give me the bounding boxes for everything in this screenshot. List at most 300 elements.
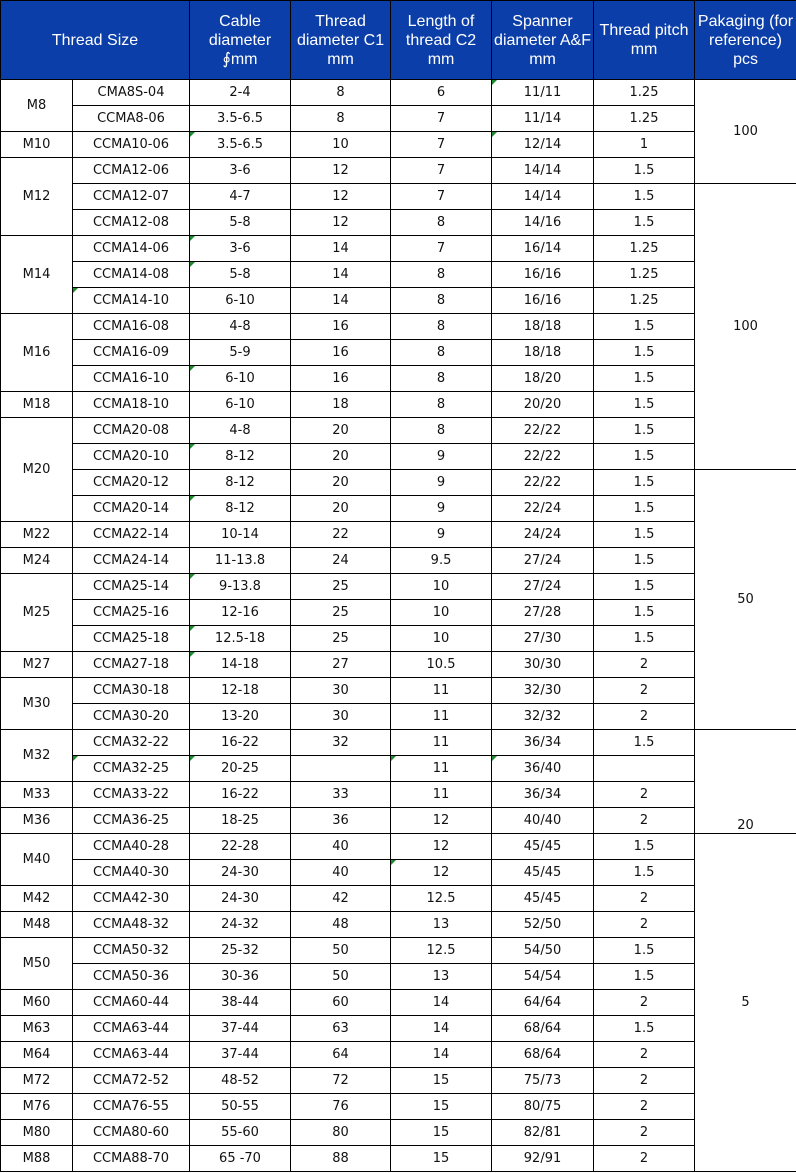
thread-pitch-cell: 1.5 [594,184,695,210]
cable-diameter-cell: 30-36 [190,964,291,990]
thread-size-cell: M64 [1,1042,73,1068]
thread-diameter-cell: 80 [291,1120,391,1146]
model-cell: CCMA30-20 [73,704,190,730]
thread-length-cell: 11 [391,704,492,730]
model-cell: CCMA20-08 [73,418,190,444]
thread-size-cell: M50 [1,938,73,990]
cable-diameter-cell: 38-44 [190,990,291,1016]
thread-pitch-cell: 2 [594,782,695,808]
thread-diameter-cell: 18 [291,392,391,418]
thread-diameter-cell: 14 [291,236,391,262]
thread-length-cell: 9 [391,522,492,548]
thread-pitch-cell: 1.5 [594,496,695,522]
thread-size-cell: M40 [1,834,73,886]
thread-size-cell: M20 [1,418,73,522]
model-cell: CCMA16-08 [73,314,190,340]
table-row [1,522,796,548]
thread-length-cell: 8 [391,288,492,314]
thread-size-cell: M22 [1,522,73,548]
cable-diameter-cell: 37-44 [190,1042,291,1068]
table-row [1,80,796,106]
model-cell: CCMA12-06 [73,158,190,184]
thread-pitch-cell: 1.5 [594,938,695,964]
cable-diameter-cell: 4-7 [190,184,291,210]
cable-diameter-cell: 8-12 [190,470,291,496]
thread-size-cell: M16 [1,314,73,392]
header-thread-size: Thread Size [1,1,190,80]
model-cell: CCMA12-08 [73,210,190,236]
cable-diameter-cell: 5-9 [190,340,291,366]
thread-diameter-cell: 30 [291,678,391,704]
table-row [1,574,796,600]
thread-pitch-cell: 2 [594,678,695,704]
model-cell: CCMA27-18 [73,652,190,678]
thread-pitch-cell: 1.5 [594,366,695,392]
spanner-diameter-cell: 54/50 [492,938,594,964]
cable-diameter-cell: 2-4 [190,80,291,106]
table-row [1,392,796,418]
thread-pitch-cell: 1.25 [594,106,695,132]
thread-size-cell: M8 [1,80,73,132]
packaging-cell: 100 [695,80,796,184]
model-cell: CCMA50-36 [73,964,190,990]
thread-pitch-cell: 1.5 [594,444,695,470]
thread-size-cell: M48 [1,912,73,938]
thread-length-cell: 12 [391,808,492,834]
thread-diameter-cell: 40 [291,860,391,886]
thread-length-cell: 10 [391,600,492,626]
spanner-diameter-cell: 45/45 [492,886,594,912]
cable-diameter-cell: 65 -70 [190,1146,291,1172]
spanner-diameter-cell: 27/24 [492,574,594,600]
table-row [1,262,796,288]
thread-length-cell: 9 [391,444,492,470]
thread-length-cell: 7 [391,236,492,262]
table-row [1,990,796,1016]
thread-length-cell: 14 [391,1042,492,1068]
thread-length-cell: 10 [391,574,492,600]
thread-diameter-cell: 63 [291,1016,391,1042]
table-row [1,366,796,392]
spanner-diameter-cell: 32/30 [492,678,594,704]
thread-length-cell: 14 [391,1016,492,1042]
thread-length-cell: 8 [391,262,492,288]
spanner-diameter-cell: 22/22 [492,470,594,496]
spanner-diameter-cell: 20/20 [492,392,594,418]
thread-length-cell: 8 [391,210,492,236]
cable-diameter-cell: 5-8 [190,210,291,236]
thread-size-cell: M10 [1,132,73,158]
cable-diameter-cell: 14-18 [190,652,291,678]
thread-length-cell: 15 [391,1120,492,1146]
cable-diameter-cell: 11-13.8 [190,548,291,574]
model-cell: CCMA20-10 [73,444,190,470]
table-row [1,652,796,678]
header-packaging: Pakaging (for reference) pcs [695,1,796,80]
thread-pitch-cell: 2 [594,886,695,912]
thread-diameter-cell: 20 [291,496,391,522]
thread-length-cell: 14 [391,990,492,1016]
header-thread-diameter: Thread diameter C1 mm [291,1,391,80]
thread-pitch-cell: 1.5 [594,314,695,340]
cable-diameter-cell: 6-10 [190,392,291,418]
header-cable-diameter: Cable diameter ∮mm [190,1,291,80]
cable-diameter-cell: 22-28 [190,834,291,860]
model-cell: CCMA8-06 [73,106,190,132]
thread-diameter-cell: 32 [291,730,391,756]
model-cell: CCMA16-09 [73,340,190,366]
table-row [1,860,796,886]
thread-diameter-cell: 12 [291,210,391,236]
thread-diameter-cell [291,756,391,782]
thread-pitch-cell: 1.25 [594,288,695,314]
thread-diameter-cell: 14 [291,288,391,314]
model-cell: CCMA76-55 [73,1094,190,1120]
cable-diameter-cell: 6-10 [190,366,291,392]
spanner-diameter-cell: 45/45 [492,860,594,886]
thread-length-cell: 9 [391,496,492,522]
thread-diameter-cell: 25 [291,600,391,626]
thread-pitch-cell: 1.5 [594,860,695,886]
table-row [1,210,796,236]
thread-diameter-cell: 72 [291,1068,391,1094]
thread-pitch-cell: 1.5 [594,574,695,600]
spanner-diameter-cell: 18/20 [492,366,594,392]
model-cell: CCMA25-14 [73,574,190,600]
model-cell: CCMA20-14 [73,496,190,522]
thread-diameter-cell: 50 [291,964,391,990]
spanner-diameter-cell: 27/28 [492,600,594,626]
spanner-diameter-cell: 54/54 [492,964,594,990]
thread-pitch-cell: 1.5 [594,548,695,574]
table-row [1,314,796,340]
spanner-diameter-cell: 18/18 [492,314,594,340]
cable-diameter-cell: 12-18 [190,678,291,704]
cable-diameter-cell: 10-14 [190,522,291,548]
model-cell: CCMA14-08 [73,262,190,288]
table-body [1,80,796,1172]
cable-diameter-cell: 3.5-6.5 [190,106,291,132]
model-cell: CCMA22-14 [73,522,190,548]
thread-pitch-cell: 1.5 [594,730,695,756]
thread-length-cell: 9 [391,470,492,496]
table-row [1,106,796,132]
model-cell: CCMA42-30 [73,886,190,912]
thread-diameter-cell: 12 [291,158,391,184]
spanner-diameter-cell: 68/64 [492,1016,594,1042]
model-cell: CCMA14-10 [73,288,190,314]
thread-pitch-cell: 2 [594,1068,695,1094]
thread-diameter-cell: 50 [291,938,391,964]
spanner-diameter-cell: 18/18 [492,340,594,366]
thread-length-cell: 12 [391,834,492,860]
thread-pitch-cell: 2 [594,704,695,730]
thread-pitch-cell: 1.5 [594,418,695,444]
model-cell: CCMA25-16 [73,600,190,626]
cable-diameter-cell: 13-20 [190,704,291,730]
model-cell: CCMA88-70 [73,1146,190,1172]
model-cell: CCMA10-06 [73,132,190,158]
thread-diameter-cell: 8 [291,80,391,106]
thread-pitch-cell: 2 [594,990,695,1016]
thread-diameter-cell: 76 [291,1094,391,1120]
thread-length-cell: 7 [391,158,492,184]
spanner-diameter-cell: 80/75 [492,1094,594,1120]
model-cell: CCMA48-32 [73,912,190,938]
thread-pitch-cell: 1.25 [594,236,695,262]
table-row [1,938,796,964]
thread-pitch-cell: 1.25 [594,80,695,106]
model-cell: CCMA72-52 [73,1068,190,1094]
cable-diameter-cell: 18-25 [190,808,291,834]
table-row [1,236,796,262]
thread-pitch-cell: 1.5 [594,626,695,652]
cable-diameter-cell: 3.5-6.5 [190,132,291,158]
spanner-diameter-cell: 24/24 [492,522,594,548]
cable-diameter-cell: 5-8 [190,262,291,288]
table-row [1,886,796,912]
thread-pitch-cell: 1.5 [594,522,695,548]
thread-pitch-cell: 1.5 [594,158,695,184]
table-row [1,1146,796,1172]
thread-size-cell: M60 [1,990,73,1016]
model-cell: CCMA32-25 [73,756,190,782]
model-cell: CCMA40-30 [73,860,190,886]
model-cell: CCMA80-60 [73,1120,190,1146]
cable-diameter-cell: 37-44 [190,1016,291,1042]
packaging-cell: 5 [695,834,796,1172]
table-row [1,912,796,938]
table-row [1,288,796,314]
cable-diameter-cell: 3-6 [190,236,291,262]
table-row [1,340,796,366]
thread-pitch-cell: 2 [594,652,695,678]
cable-diameter-cell: 4-8 [190,418,291,444]
thread-diameter-cell: 30 [291,704,391,730]
thread-diameter-cell: 42 [291,886,391,912]
spanner-diameter-cell: 30/30 [492,652,594,678]
cable-diameter-cell: 3-6 [190,158,291,184]
thread-pitch-cell: 1.5 [594,340,695,366]
model-cell: CCMA33-22 [73,782,190,808]
thread-length-cell: 8 [391,314,492,340]
thread-diameter-cell: 20 [291,470,391,496]
thread-length-cell: 11 [391,756,492,782]
table-row [1,704,796,730]
cable-diameter-cell: 12.5-18 [190,626,291,652]
spanner-diameter-cell: 64/64 [492,990,594,1016]
cable-diameter-cell: 24-30 [190,860,291,886]
table-row [1,834,796,860]
thread-length-cell: 12.5 [391,886,492,912]
table-row [1,496,796,522]
table-row [1,808,796,834]
thread-diameter-cell: 16 [291,366,391,392]
thread-pitch-cell: 2 [594,1042,695,1068]
header-length-of-thread: Length of thread C2 mm [391,1,492,80]
spanner-diameter-cell: 36/40 [492,756,594,782]
model-cell: CCMA25-18 [73,626,190,652]
thread-size-cell: M18 [1,392,73,418]
header-row [1,1,796,80]
table-row [1,418,796,444]
table-row [1,470,796,496]
cable-diameter-cell: 16-22 [190,730,291,756]
spanner-diameter-cell: 36/34 [492,730,594,756]
cable-diameter-cell: 8-12 [190,444,291,470]
table-row [1,1094,796,1120]
spanner-diameter-cell: 27/30 [492,626,594,652]
spanner-diameter-cell: 16/14 [492,236,594,262]
spanner-diameter-cell: 12/14 [492,132,594,158]
spanner-diameter-cell: 16/16 [492,262,594,288]
thread-pitch-cell: 2 [594,1094,695,1120]
cable-diameter-cell: 8-12 [190,496,291,522]
thread-pitch-cell: 2 [594,1146,695,1172]
thread-diameter-cell: 27 [291,652,391,678]
table-row [1,964,796,990]
thread-size-cell: M27 [1,652,73,678]
header-thread-pitch: Thread pitch mm [594,1,695,80]
spanner-diameter-cell: 27/24 [492,548,594,574]
thread-size-cell: M30 [1,678,73,730]
thread-diameter-cell: 36 [291,808,391,834]
thread-size-cell: M33 [1,782,73,808]
table-row [1,184,796,210]
model-cell: CCMA50-32 [73,938,190,964]
thread-diameter-cell: 48 [291,912,391,938]
thread-diameter-cell: 25 [291,626,391,652]
thread-length-cell: 8 [391,392,492,418]
thread-length-cell: 12.5 [391,938,492,964]
cable-diameter-cell: 25-32 [190,938,291,964]
thread-length-cell: 10 [391,626,492,652]
spanner-diameter-cell: 36/34 [492,782,594,808]
thread-length-cell: 11 [391,678,492,704]
thread-diameter-cell: 8 [291,106,391,132]
table-row [1,600,796,626]
thread-size-cell: M24 [1,548,73,574]
thread-size-cell: M12 [1,158,73,236]
model-cell: CCMA24-14 [73,548,190,574]
thread-diameter-cell: 20 [291,418,391,444]
thread-diameter-cell: 33 [291,782,391,808]
thread-length-cell: 11 [391,782,492,808]
model-cell: CCMA60-44 [73,990,190,1016]
spanner-diameter-cell: 82/81 [492,1120,594,1146]
spanner-diameter-cell: 16/16 [492,288,594,314]
table-row [1,132,796,158]
table-row [1,626,796,652]
thread-length-cell: 10.5 [391,652,492,678]
thread-pitch-cell: 1.5 [594,1016,695,1042]
thread-diameter-cell: 22 [291,522,391,548]
table-row [1,1042,796,1068]
spanner-diameter-cell: 11/14 [492,106,594,132]
thread-diameter-cell: 16 [291,340,391,366]
model-cell: CCMA18-10 [73,392,190,418]
thread-length-cell: 7 [391,132,492,158]
thread-length-cell: 13 [391,964,492,990]
thread-size-cell: M36 [1,808,73,834]
model-cell: CCMA30-18 [73,678,190,704]
thread-length-cell: 8 [391,366,492,392]
spanner-diameter-cell: 32/32 [492,704,594,730]
thread-size-cell: M80 [1,1120,73,1146]
thread-diameter-cell: 40 [291,834,391,860]
thread-pitch-cell [594,756,695,782]
thread-size-cell: M88 [1,1146,73,1172]
cable-diameter-cell: 48-52 [190,1068,291,1094]
model-cell: CCMA16-10 [73,366,190,392]
thread-pitch-cell: 1.5 [594,392,695,418]
thread-size-cell: M76 [1,1094,73,1120]
model-cell: CCMA40-28 [73,834,190,860]
cable-diameter-cell: 24-32 [190,912,291,938]
table-row [1,158,796,184]
packaging-cell: 50 [695,470,796,730]
thread-length-cell: 12 [391,860,492,886]
thread-pitch-cell: 2 [594,808,695,834]
thread-length-cell: 6 [391,80,492,106]
cable-diameter-cell: 20-25 [190,756,291,782]
model-cell: CCMA20-12 [73,470,190,496]
model-cell: CCMA32-22 [73,730,190,756]
thread-length-cell: 9.5 [391,548,492,574]
thread-pitch-cell: 1.25 [594,262,695,288]
spanner-diameter-cell: 14/16 [492,210,594,236]
thread-length-cell: 13 [391,912,492,938]
thread-pitch-cell: 1.5 [594,470,695,496]
cable-diameter-cell: 12-16 [190,600,291,626]
thread-size-cell: M72 [1,1068,73,1094]
header-spanner-diameter: Spanner diameter A&F mm [492,1,594,80]
thread-size-cell: M32 [1,730,73,782]
spanner-diameter-cell: 22/22 [492,418,594,444]
table-row [1,782,796,808]
cable-diameter-cell: 16-22 [190,782,291,808]
table-row [1,678,796,704]
thread-length-cell: 7 [391,184,492,210]
thread-pitch-cell: 1.5 [594,210,695,236]
thread-length-cell: 7 [391,106,492,132]
thread-diameter-cell: 16 [291,314,391,340]
spanner-diameter-cell: 11/11 [492,80,594,106]
thread-pitch-cell: 1.5 [594,964,695,990]
spanner-diameter-cell: 22/22 [492,444,594,470]
packaging-cell: 100 [695,184,796,470]
thread-diameter-cell: 12 [291,184,391,210]
thread-length-cell: 15 [391,1068,492,1094]
cable-diameter-cell: 55-60 [190,1120,291,1146]
spanner-diameter-cell: 75/73 [492,1068,594,1094]
table-row [1,1120,796,1146]
thread-diameter-cell: 14 [291,262,391,288]
spanner-diameter-cell: 14/14 [492,184,594,210]
spanner-diameter-cell: 14/14 [492,158,594,184]
thread-length-cell: 8 [391,340,492,366]
spanner-diameter-cell: 92/91 [492,1146,594,1172]
thread-diameter-cell: 25 [291,574,391,600]
cable-diameter-cell: 6-10 [190,288,291,314]
thread-diameter-cell: 64 [291,1042,391,1068]
packaging-cell: 20 [695,730,796,834]
spanner-diameter-cell: 68/64 [492,1042,594,1068]
model-cell: CCMA63-44 [73,1016,190,1042]
thread-pitch-cell: 1.5 [594,834,695,860]
table-row [1,444,796,470]
thread-size-cell: M14 [1,236,73,314]
